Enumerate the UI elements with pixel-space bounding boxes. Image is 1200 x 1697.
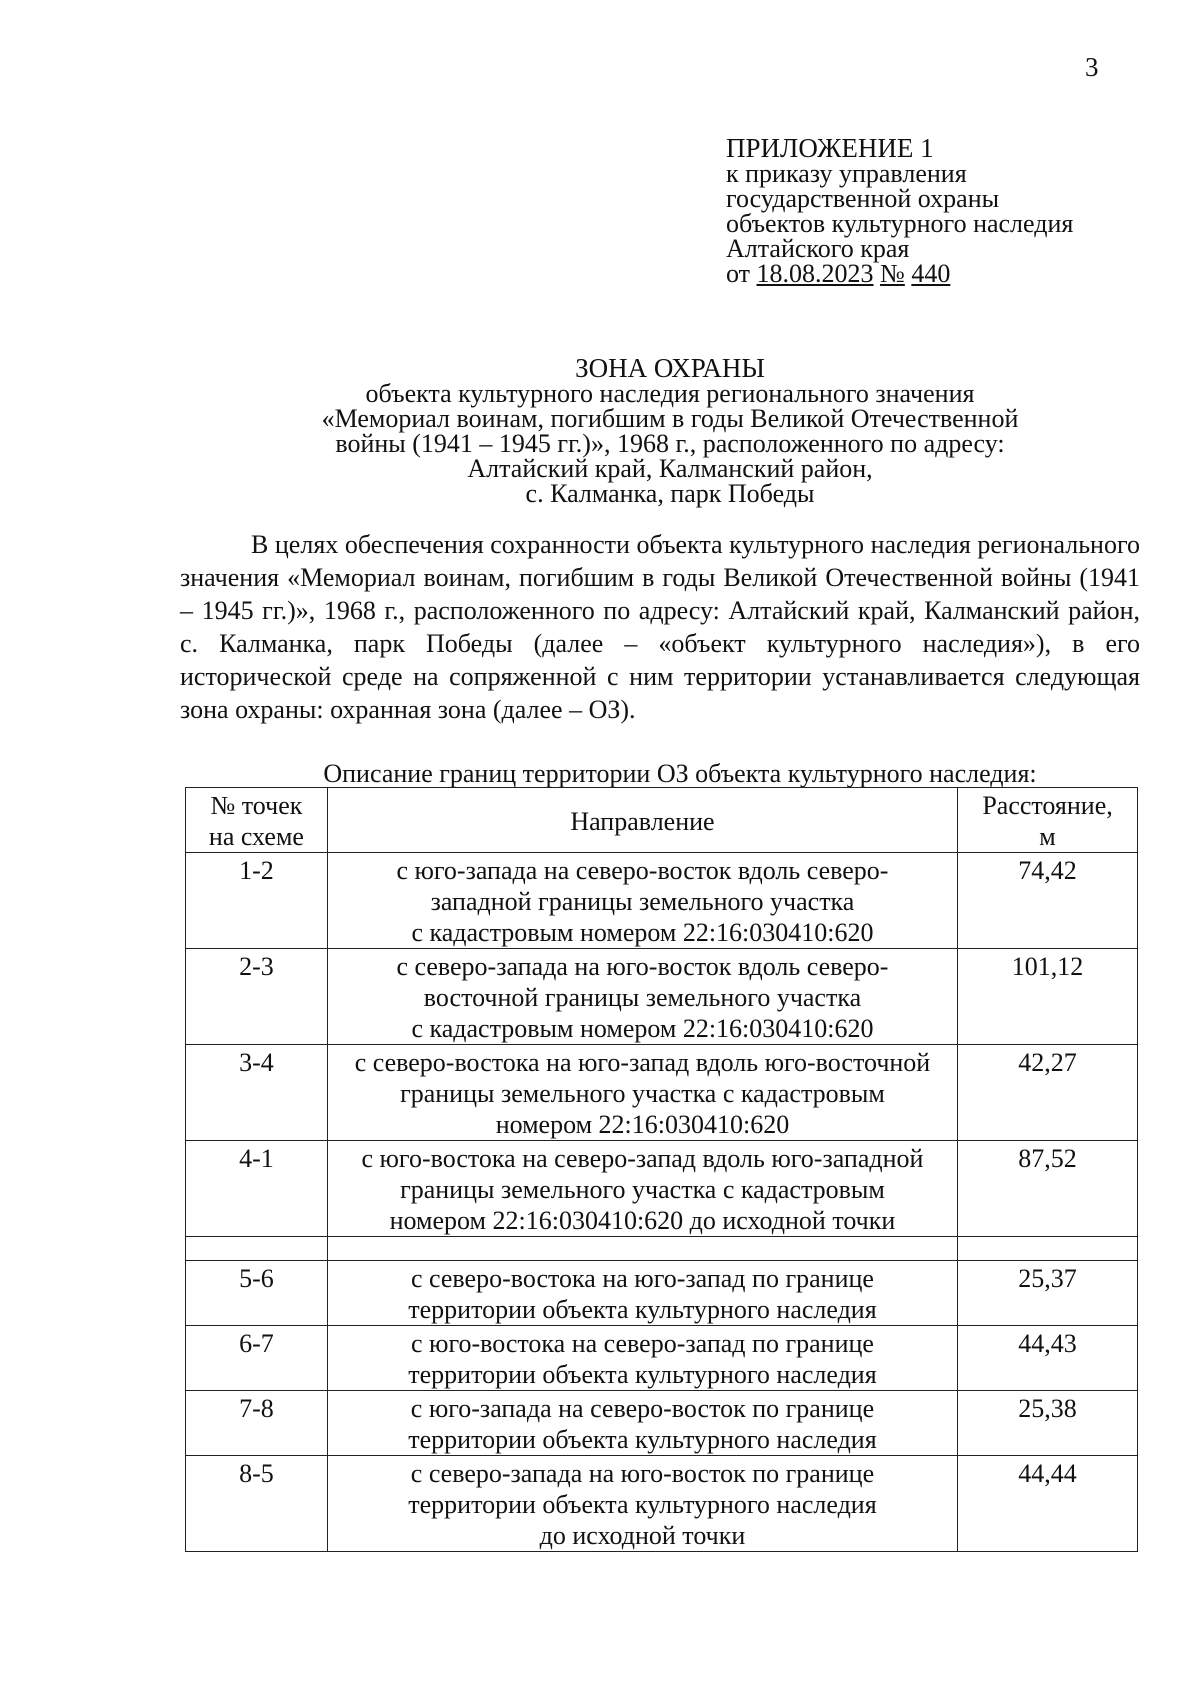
cell-points: 7-8 xyxy=(186,1391,328,1456)
cell-direction xyxy=(327,1261,957,1326)
order-number: 440 xyxy=(911,259,951,288)
direction-line: с северо-востока на юго-запад по границе xyxy=(410,1264,874,1293)
header-points-line: на схеме xyxy=(208,822,304,851)
table-row xyxy=(186,853,1138,949)
empty-row xyxy=(186,1237,1138,1261)
header-distance-line: м xyxy=(1039,822,1056,851)
heading-line: с. Калманка, парк Победы xyxy=(525,479,815,508)
cell-points: 3-4 xyxy=(186,1045,328,1141)
direction-line: с юго-запада на северо-восток вдоль северо- xyxy=(396,856,889,885)
appendix-title: ПРИЛОЖЕНИЕ 1 xyxy=(726,133,934,163)
document-heading xyxy=(180,353,1160,508)
direction-line: до исходной точки xyxy=(539,1521,746,1550)
appendix-line: государственной охраны xyxy=(726,184,1000,213)
direction-line: номером 22:16:030410:620 xyxy=(495,1110,790,1139)
direction-line: номером 22:16:030410:620 до исходной точки xyxy=(389,1206,896,1235)
cell-direction xyxy=(327,1456,957,1552)
direction-line: с кадастровым номером 22:16:030410:620 xyxy=(411,918,874,947)
cell-direction xyxy=(327,1141,957,1237)
paragraph-text: В целях обеспечения сохранности объекта культурного наследия регионального значения «Мемориал воинам, погибшим в годы Великой Отечественной войны (1941 – 1945 гг.)», 1968 г., расположенного по адресу: Алтайский край, Калманский район, с. Калманка, парк Победы (далее – «объект культурного наследия»), в его исторической среде на сопряженной с ним территории устанавливается следующая зона охраны: охранная зона (далее – ОЗ). xyxy=(180,530,1140,724)
direction-line: с северо-запада на юго-восток по границе xyxy=(410,1459,875,1488)
order-date: 18.08.2023 xyxy=(756,259,874,288)
direction-line: территории объекта культурного наследия xyxy=(408,1295,877,1324)
cell-direction xyxy=(327,1326,957,1391)
cell-direction xyxy=(327,1391,957,1456)
cell-distance: 87,52 xyxy=(958,1141,1138,1237)
boundary-table xyxy=(185,787,1138,1552)
table-row xyxy=(186,1141,1138,1237)
table-row xyxy=(186,1045,1138,1141)
cell-points: 5-6 xyxy=(186,1261,328,1326)
header-direction: Направление xyxy=(327,788,957,853)
direction-line: границы земельного участка с кадастровым xyxy=(400,1175,885,1204)
cell-distance: 74,42 xyxy=(958,853,1138,949)
date-prefix: от xyxy=(726,259,751,288)
empty-cell xyxy=(958,1237,1138,1261)
heading-line: объекта культурного наследия регионального значения xyxy=(365,379,975,408)
cell-distance: 25,37 xyxy=(958,1261,1138,1326)
direction-line: территории объекта культурного наследия xyxy=(408,1425,877,1454)
cell-points: 2-3 xyxy=(186,949,328,1045)
header-points-line: № точек xyxy=(210,791,303,820)
cell-distance: 25,38 xyxy=(958,1391,1138,1456)
cell-points: 1-2 xyxy=(186,853,328,949)
table-row xyxy=(186,1261,1138,1326)
appendix-line: Алтайского края xyxy=(726,234,910,263)
cell-distance: 44,44 xyxy=(958,1456,1138,1552)
header-points xyxy=(186,788,328,853)
body-paragraph xyxy=(180,528,1140,726)
direction-line: территории объекта культурного наследия xyxy=(408,1490,877,1519)
empty-cell xyxy=(327,1237,957,1261)
heading-line: «Мемориал воинам, погибшим в годы Великой Отечественной xyxy=(321,404,1019,433)
direction-line: с юго-востока на северо-запад вдоль юго-западной xyxy=(361,1144,924,1173)
header-distance xyxy=(958,788,1138,853)
direction-line: границы земельного участка с кадастровым xyxy=(400,1079,885,1108)
cell-points: 8-5 xyxy=(186,1456,328,1552)
appendix-line: к приказу управления xyxy=(726,159,967,188)
appendix-line: объектов культурного наследия xyxy=(726,209,1074,238)
appendix-block xyxy=(726,133,1074,288)
cell-distance: 101,12 xyxy=(958,949,1138,1045)
appendix-date-line xyxy=(726,261,1073,286)
heading-title: ЗОНА ОХРАНЫ xyxy=(575,353,765,383)
table-row xyxy=(186,949,1138,1045)
heading-line: Алтайский край, Калманский район, xyxy=(467,454,873,483)
direction-line: территории объекта культурного наследия xyxy=(408,1360,877,1389)
direction-line: с юго-запада на северо-восток по границе xyxy=(410,1394,875,1423)
cell-direction xyxy=(327,853,957,949)
table-row xyxy=(186,1456,1138,1552)
number-sign: № xyxy=(880,259,905,288)
direction-line: западной границы земельного участка xyxy=(430,887,855,916)
empty-cell xyxy=(186,1237,328,1261)
table-header-row xyxy=(186,788,1138,853)
table-row xyxy=(186,1391,1138,1456)
header-distance-line: Расстояние, xyxy=(982,791,1113,820)
table-caption: Описание границ территории ОЗ объекта культурного наследия: xyxy=(323,759,1037,788)
cell-distance: 44,43 xyxy=(958,1326,1138,1391)
cell-points: 6-7 xyxy=(186,1326,328,1391)
cell-points: 4-1 xyxy=(186,1141,328,1237)
direction-line: с северо-востока на юго-запад вдоль юго-восточной xyxy=(354,1048,931,1077)
cell-direction xyxy=(327,1045,957,1141)
direction-line: с юго-востока на северо-запад по границе xyxy=(410,1329,874,1358)
heading-line: войны (1941 – 1945 гг.)», 1968 г., расположенного по адресу: xyxy=(335,429,1005,458)
direction-line: с кадастровым номером 22:16:030410:620 xyxy=(411,1014,874,1043)
table-row xyxy=(186,1326,1138,1391)
direction-line: восточной границы земельного участка xyxy=(423,983,862,1012)
cell-direction xyxy=(327,949,957,1045)
direction-line: с северо-запада на юго-восток вдоль северо- xyxy=(396,952,889,981)
cell-distance: 42,27 xyxy=(958,1045,1138,1141)
page-number: 3 xyxy=(1085,52,1099,82)
